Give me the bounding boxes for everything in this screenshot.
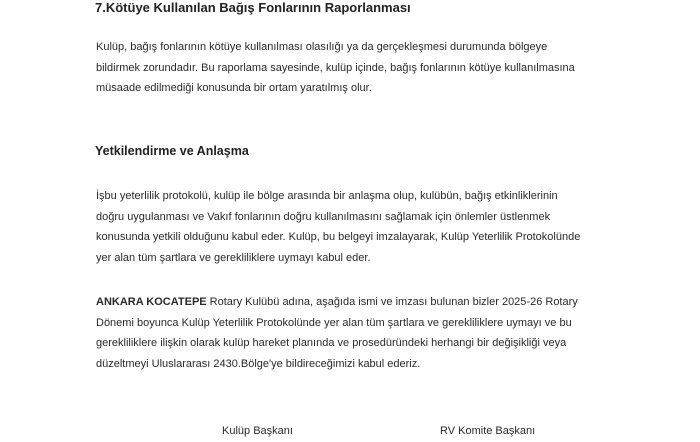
declaration-line-1	[96, 292, 636, 313]
paragraph-line: müsaade edilmediği konusunda bir ortam yaratılmış olur.	[96, 82, 372, 95]
committee-chair-label: RV Komite Başkanı	[440, 425, 536, 437]
paragraph-line: konusunda yetkili olduğunu kabul eder. Kulüp, bu belgeyi imzalayarak, Kulüp Yeterlilik Protokolünde	[96, 231, 581, 244]
authorization-title: Yetkilendirme ve Anlaşma	[95, 144, 249, 158]
paragraph-line: yer alan tüm şartlara ve gerekliliklere uymayı kabul eder.	[96, 252, 371, 265]
paragraph-line: bildirmek zorundadır. Bu raporlama sayesinde, kulüp içinde, bağış fonlarının kötüye kullanılmasına	[96, 61, 575, 74]
section-7-title: 7.Kötüye Kullanılan Bağış Fonlarının Raporlanması	[95, 0, 411, 15]
paragraph-line: İşbu yeterlilik protokolü, kulüp ile bölge arasında bir anlaşma olup, kulübün, bağış etkinliklerinin	[96, 190, 558, 202]
club-president-label: Kulüp Başkanı	[222, 425, 293, 437]
authorization-paragraph	[96, 186, 636, 269]
declaration-paragraph	[96, 292, 636, 375]
paragraph-line: gerekliliklere ilişkin olarak kulüp hareket planında ve prosedüründeki herhangi bir değişikliği veya	[96, 337, 567, 350]
paragraph-line: Kulüp, bağış fonlarının kötüye kullanılması olasılığı ya da gerçekleşmesi durumunda bölgeye	[96, 41, 548, 53]
club-name: ANKARA KOCATEPE	[96, 296, 207, 308]
section-7-paragraph	[96, 37, 636, 99]
declaration-text: Rotary Kulübü adına, aşağıda ismi ve imzası bulunan bizler 2025-26 Rotary	[206, 296, 578, 308]
paragraph-line: doğru uygulanması ve Vakıf fonlarının doğru kullanılmasını sağlamak için önlemler üstlenmek	[96, 210, 551, 223]
paragraph-line: düzeltmeyi Uluslararası 2430.Bölge'ye bildireceğimizi kabul ederiz.	[96, 358, 421, 371]
paragraph-line: Dönemi boyunca Kulüp Yeterlilik Protokolünde yer alan tüm şartlara ve gerekliliklere uymayı ve bu	[96, 316, 572, 329]
